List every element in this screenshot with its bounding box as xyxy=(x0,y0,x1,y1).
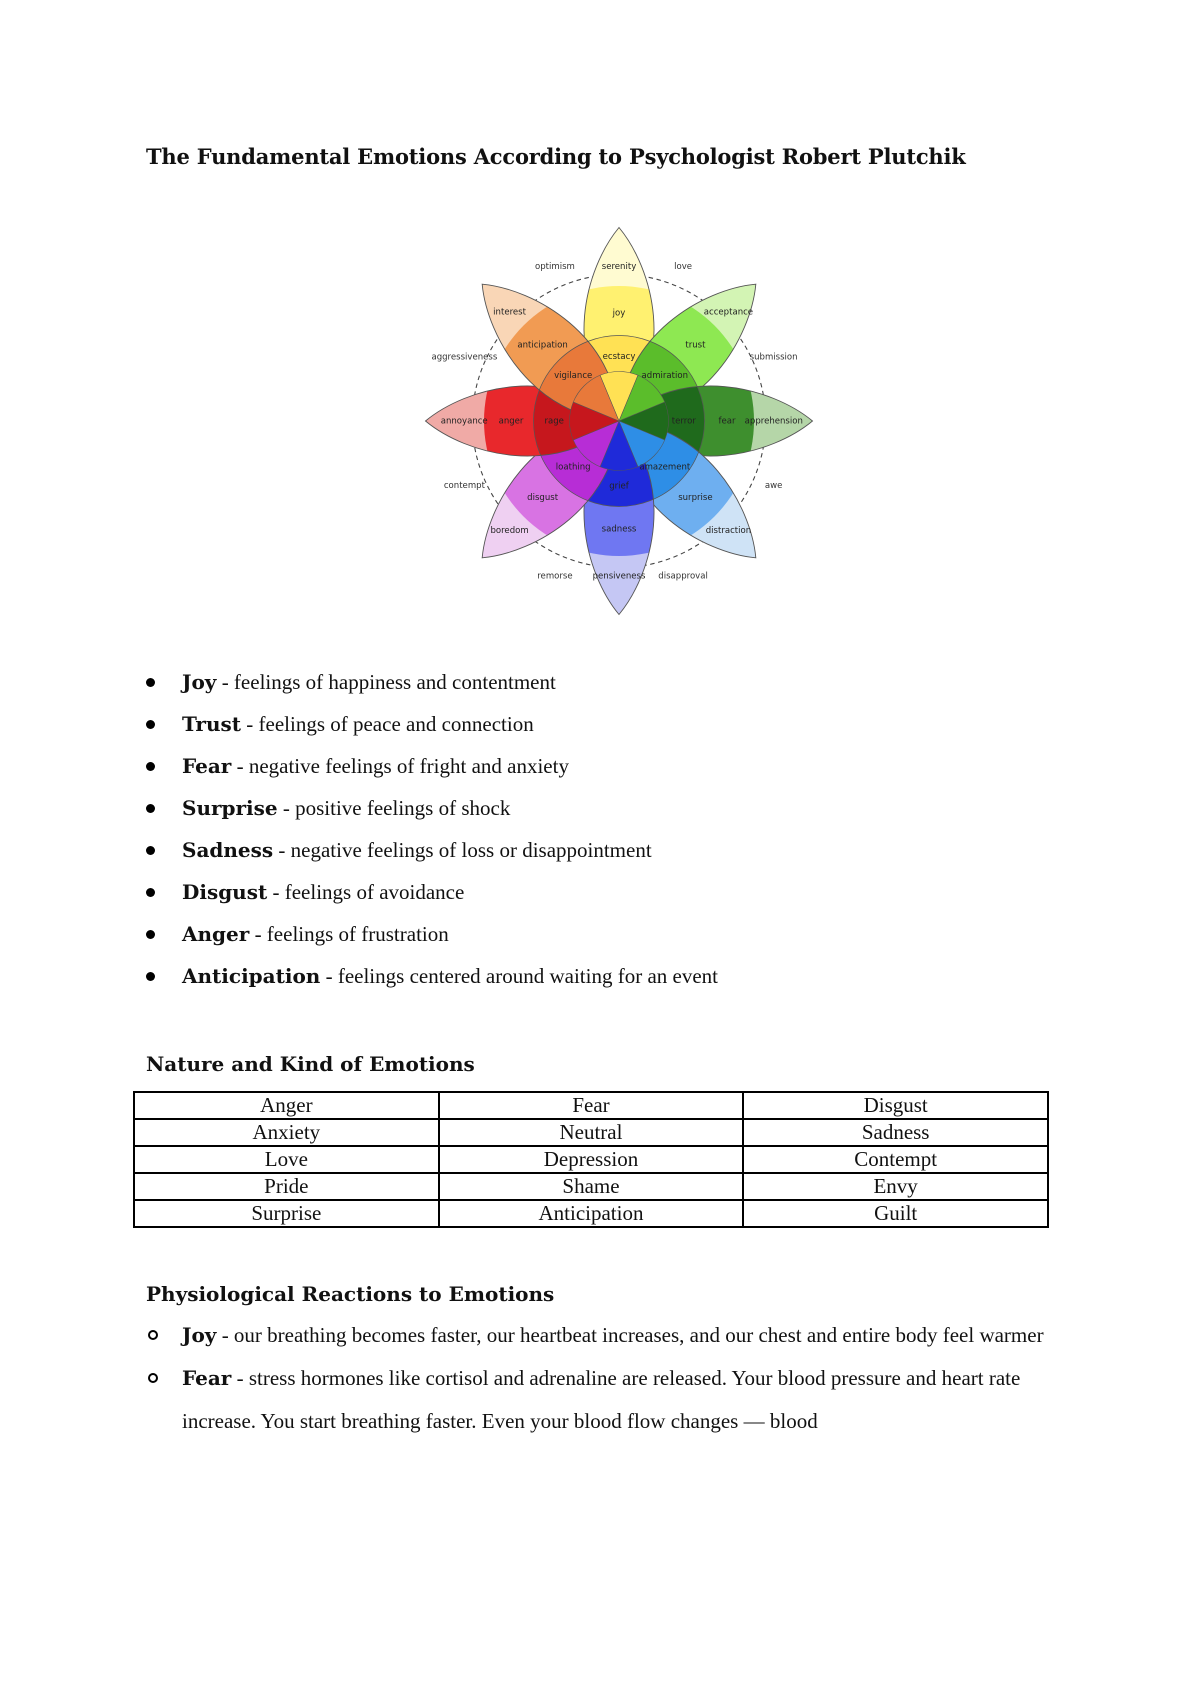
bullet-icon xyxy=(146,972,155,981)
emotion-term: Fear xyxy=(182,1366,232,1390)
wheel-label-terror: terror xyxy=(671,416,696,427)
emotion-description: - feelings of happiness and contentment xyxy=(216,670,556,694)
wheel-label-anticipation: anticipation xyxy=(517,340,568,351)
emotion-term: Surprise xyxy=(182,796,278,820)
emotion-term: Disgust xyxy=(182,880,268,904)
wheel-label-fear: fear xyxy=(718,416,736,427)
wheel-label-interest: interest xyxy=(493,307,526,318)
bullet-icon xyxy=(146,888,155,897)
table-cell: Anxiety xyxy=(134,1119,439,1146)
emotion-term: Trust xyxy=(182,712,242,736)
table-cell: Contempt xyxy=(743,1146,1048,1173)
wheel-label-loathing: loathing xyxy=(555,462,591,473)
list-item xyxy=(146,836,718,878)
emotion-description: - feelings of frustration xyxy=(249,922,449,946)
dyad-label-aggressiveness: aggressiveness xyxy=(431,352,498,363)
wheel-label-joy: joy xyxy=(612,308,626,319)
table-cell: Depression xyxy=(439,1146,744,1173)
dyad-label-optimism: optimism xyxy=(534,262,575,273)
wheel-label-boredom: boredom xyxy=(490,526,529,537)
page-title: The Fundamental Emotions According to Psychologist Robert Plutchik xyxy=(146,144,966,169)
table-cell: Pride xyxy=(134,1173,439,1200)
emotion-description: - feelings centered around waiting for an event xyxy=(320,964,719,988)
list-item xyxy=(146,962,718,1004)
wheel-label-pensiveness: pensiveness xyxy=(592,571,646,582)
table-cell: Surprise xyxy=(134,1200,439,1227)
emotion-description: - feelings of peace and connection xyxy=(241,712,534,736)
dyad-label-disapproval: disapproval xyxy=(658,571,708,582)
table-cell: Neutral xyxy=(439,1119,744,1146)
table-cell: Envy xyxy=(743,1173,1048,1200)
emotion-description: - negative feelings of loss or disappointment xyxy=(273,838,652,862)
table-cell: Fear xyxy=(439,1092,744,1119)
table-row xyxy=(134,1200,1048,1227)
list-item xyxy=(146,710,718,752)
wheel-label-anger: anger xyxy=(498,416,524,427)
dyad-label-contempt: contempt xyxy=(443,480,485,491)
dyad-label-awe: awe xyxy=(764,480,783,491)
fundamental-emotions-list xyxy=(146,668,718,1004)
table-cell: Guilt xyxy=(743,1200,1048,1227)
wheel-label-ecstacy: ecstacy xyxy=(602,351,636,362)
plutchik-wheel-diagram xyxy=(403,205,835,637)
emotion-term: Anger xyxy=(182,922,250,946)
list-item xyxy=(146,920,718,962)
reaction-description: - our breathing becomes faster, our heartbeat increases, and our chest and entire body feel warmer xyxy=(216,1323,1044,1347)
table-cell: Shame xyxy=(439,1173,744,1200)
bullet-icon xyxy=(146,846,155,855)
wheel-label-distraction: distraction xyxy=(705,526,752,537)
nature-heading: Nature and Kind of Emotions xyxy=(146,1052,475,1076)
emotions-table xyxy=(133,1091,1049,1228)
emotion-description: - positive feelings of shock xyxy=(277,796,511,820)
wheel-label-apprehension: apprehension xyxy=(744,416,803,427)
emotion-description: - negative feelings of fright and anxiety xyxy=(231,754,569,778)
wheel-label-trust: trust xyxy=(685,340,706,351)
emotion-term: Sadness xyxy=(182,838,274,862)
bullet-icon xyxy=(146,930,155,939)
emotion-term: Joy xyxy=(182,1323,217,1347)
dyad-label-remorse: remorse xyxy=(537,571,573,582)
table-cell: Sadness xyxy=(743,1119,1048,1146)
table-row xyxy=(134,1146,1048,1173)
circle-bullet-icon xyxy=(148,1373,158,1383)
wheel-label-grief: grief xyxy=(609,481,629,492)
physiological-heading: Physiological Reactions to Emotions xyxy=(146,1282,555,1306)
table-cell: Love xyxy=(134,1146,439,1173)
bullet-icon xyxy=(146,720,155,729)
bullet-icon xyxy=(146,762,155,771)
list-item xyxy=(146,1357,1066,1443)
wheel-label-sadness: sadness xyxy=(601,524,637,535)
circle-bullet-icon xyxy=(148,1330,158,1340)
table-row xyxy=(134,1173,1048,1200)
list-item xyxy=(146,878,718,920)
wheel-label-disgust: disgust xyxy=(527,493,559,504)
wheel-label-amazement: amazement xyxy=(639,462,691,473)
wheel-label-annoyance: annoyance xyxy=(440,416,488,427)
wheel-label-acceptance: acceptance xyxy=(703,307,754,318)
emotion-term: Joy xyxy=(182,670,217,694)
dyad-label-love: love xyxy=(674,262,693,273)
reaction-description: - stress hormones like cortisol and adrenaline are released. Your blood pressure and heart rate increase. You start breathing faster. Even your blood flow changes — blood xyxy=(182,1366,1021,1433)
bullet-icon xyxy=(146,804,155,813)
emotion-description: - feelings of avoidance xyxy=(267,880,465,904)
list-item xyxy=(146,794,718,836)
list-item xyxy=(146,668,718,710)
wheel-label-admiration: admiration xyxy=(641,370,689,381)
table-cell: Anger xyxy=(134,1092,439,1119)
table-row xyxy=(134,1092,1048,1119)
emotion-term: Fear xyxy=(182,754,232,778)
wheel-label-serenity: serenity xyxy=(601,261,637,272)
table-cell: Disgust xyxy=(743,1092,1048,1119)
wheel-label-rage: rage xyxy=(544,416,564,427)
list-item xyxy=(146,752,718,794)
physiological-reactions-list xyxy=(146,1314,1066,1443)
dyad-label-submission: submission xyxy=(749,352,798,363)
list-item xyxy=(146,1314,1066,1357)
wheel-label-vigilance: vigilance xyxy=(554,370,593,381)
table-row xyxy=(134,1119,1048,1146)
wheel-label-surprise: surprise xyxy=(678,493,713,504)
table-cell: Anticipation xyxy=(439,1200,744,1227)
bullet-icon xyxy=(146,678,155,687)
emotion-term: Anticipation xyxy=(182,964,321,988)
